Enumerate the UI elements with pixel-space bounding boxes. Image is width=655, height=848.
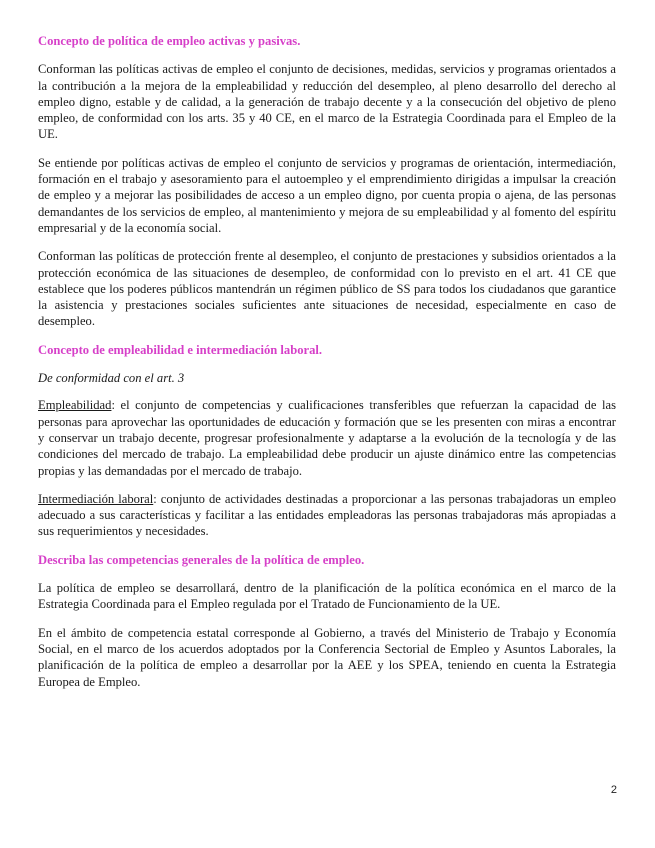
document-body: [38, 33, 616, 702]
paragraph-conformidad-art3: De conformidad con el art. 3: [38, 371, 185, 386]
paragraph-intermediacion: [38, 491, 616, 540]
term-intermediacion-laboral: Intermediación laboral: [38, 491, 154, 506]
paragraph-politicas-activas: Conforman las políticas activas de empleo el conjunto de decisiones, medidas, servicios y programas orientados a la contribución a la mejora de la empleabilidad y reducción del desempleo, al pleno desarrollo del derecho al empleo digno, estable y de calidad, a la generación de trabajo decente y a la consecución del objetivo de pleno empleo, de conformidad con los arts. 35 y 40 CE, en el marco de la Estrategia Coordinada para el Empleo de la UE.: [38, 62, 616, 142]
paragraph-ambito-estatal: En el ámbito de competencia estatal corresponde al Gobierno, a través del Ministerio de Trabajo y Economía Social, en el marco de los acuerdos adoptados por la Conferencia Sectorial de Empleo y Asuntos Laborales, la planificación de la política de empleo a desarrollar por la AEE y los SPEA, teniendo en cuenta la Estrategia Europea de Empleo.: [38, 625, 616, 689]
section-heading-competencias: Describa las competencias generales de la política de empleo.: [38, 552, 365, 567]
paragraph-proteccion-desempleo: Conforman las políticas de protección frente al desempleo, el conjunto de prestaciones y subsidios orientados a la protección económica de las situaciones de desempleo, de conformidad con lo previsto en el art. 41 CE que establece que los poderes públicos mantendrán un régimen público de SS para todos los ciudadanos que garantice la asistencia y prestaciones sociales suficientes ante situaciones de necesidad, especialmente en caso de desempleo.: [38, 249, 616, 329]
term-empleabilidad: Empleabilidad: [38, 398, 112, 413]
section-heading-empleabilidad: Concepto de empleabilidad e intermediación laboral.: [38, 342, 323, 357]
definition-empleabilidad: : el conjunto de competencias y cualificaciones transferibles que refuerzan la capacidad de las personas para aprovechar las oportunidades de educación y formación que se les presenten con miras a encontrar y conservar un trabajo decente, progresar profesionalmente y adaptarse a la evolución de la tecnología y de las condiciones del mercado de trabajo. La empleabilidad debe producir un ajuste dinámico entre las competencias propias y las demandadas por el mercado de trabajo.: [38, 398, 616, 478]
definition-intermediacion: : conjunto de actividades destinadas a proporcionar a las personas trabajadoras un empleo adecuado a sus características y facilitar a las entidades empleadoras las personas trabajadoras más apropiadas a sus requerimientos y necesidades.: [38, 491, 616, 539]
paragraph-desarrollo-politica: La política de empleo se desarrollará, dentro de la planificación de la política económica en el marco de la Estrategia Coordinada para el Empleo regulada por el Tratado de Funcionamiento de la UE.: [38, 581, 616, 612]
paragraph-definicion-activas: Se entiende por políticas activas de empleo el conjunto de servicios y programas de orientación, intermediación, formación en el trabajo y asesoramiento para el autoempleo y el emprendimiento dirigidas a impulsar la creación de empleo y a mejorar las posibilidades de acceso a un empleo digno, por cuenta propia o ajena, de las personas demandantes de los servicios de empleo, al mantenimiento y mejora de su empleabilidad y al fomento del espíritu empresarial y de la economía social.: [38, 155, 616, 235]
section-heading-politica-empleo: Concepto de política de empleo activas y pasivas.: [38, 34, 301, 48]
paragraph-empleabilidad: [38, 397, 616, 478]
page-number: 2: [610, 784, 617, 796]
